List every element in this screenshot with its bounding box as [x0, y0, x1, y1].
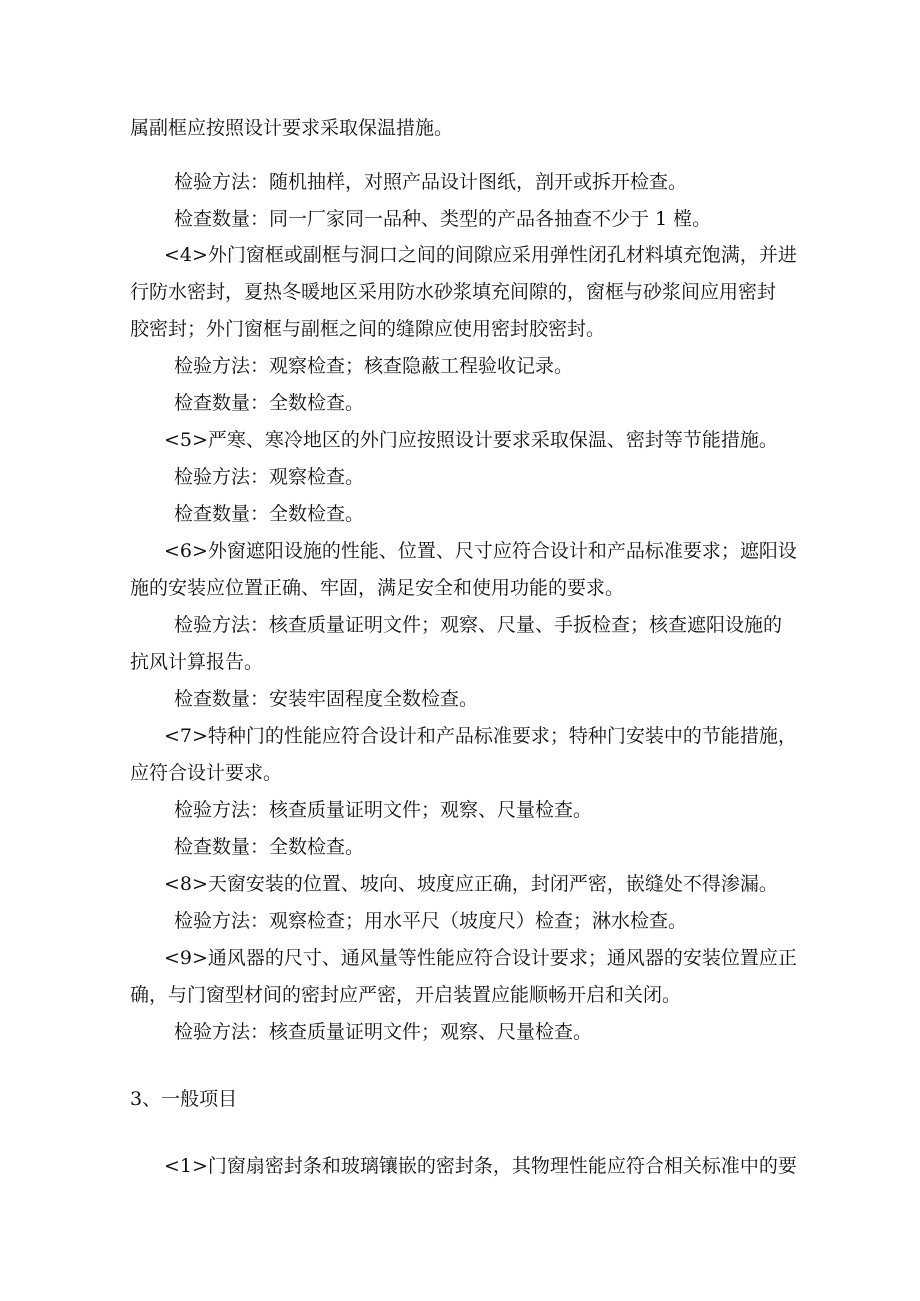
- inspection-quantity: 检查数量：同一厂家同一品种、类型的产品各抽查不少于 1 樘。: [174, 208, 712, 230]
- inspection-quantity: 检查数量：全数检查。: [174, 503, 365, 525]
- inspection-method: 检验方法：核查质量证明文件；观察、尺量、手扳检查；核查遮阳设施的: [174, 614, 783, 636]
- inspection-quantity: 检查数量：安装牢固程度全数检查。: [174, 688, 479, 710]
- paragraph-line: 应符合设计要求。: [130, 762, 283, 784]
- inspection-quantity: 检查数量：全数检查。: [174, 836, 365, 858]
- section-heading: 3、一般项目: [130, 1088, 238, 1110]
- inspection-method: 检验方法：观察检查；核查隐蔽工程验收记录。: [174, 355, 574, 377]
- clause-9: <9>通风器的尺寸、通风量等性能应符合设计要求；通风器的安装位置应正: [164, 947, 797, 969]
- paragraph-line: 抗风计算报告。: [130, 651, 264, 673]
- clause-5: <5>严寒、寒冷地区的外门应按照设计要求采取保温、密封等节能措施。: [164, 429, 778, 451]
- inspection-method: 检验方法：观察检查；用水平尺（坡度尺）检查；淋水检查。: [174, 910, 688, 932]
- clause-8: <8>天窗安装的位置、坡向、坡度应正确，封闭严密，嵌缝处不得渗漏。: [164, 873, 778, 895]
- inspection-quantity: 检查数量：全数检查。: [174, 392, 365, 414]
- paragraph-line: 胶密封；外门窗框与副框之间的缝隙应使用密封胶密封。: [130, 318, 606, 340]
- inspection-method: 检验方法：核查质量证明文件；观察、尺量检查。: [174, 799, 593, 821]
- paragraph-line: 行防水密封，夏热冬暖地区采用防水砂浆填充间隙的，窗框与砂浆间应用密封: [130, 281, 777, 303]
- paragraph-line: 施的安装应位置正确、牢固，满足安全和使用功能的要求。: [130, 577, 625, 599]
- clause-6: <6>外窗遮阳设施的性能、位置、尺寸应符合设计和产品标准要求；遮阳设: [164, 540, 797, 562]
- inspection-method: 检验方法：观察检查。: [174, 466, 365, 488]
- inspection-method: 检验方法：随机抽样，对照产品设计图纸，剖开或拆开检查。: [174, 171, 688, 193]
- inspection-method: 检验方法：核查质量证明文件；观察、尺量检查。: [174, 1021, 593, 1043]
- clause-4: <4>外门窗框或副框与洞口之间的间隙应采用弹性闭孔材料填充饱满，并进: [164, 244, 797, 266]
- clause-7: <7>特种门的性能应符合设计和产品标准要求；特种门安装中的节能措施，: [164, 725, 797, 747]
- paragraph-line: 属副框应按照设计要求采取保温措施。: [130, 117, 454, 139]
- paragraph-line: 确，与门窗型材间的密封应严密，开启装置应能顺畅开启和关闭。: [130, 984, 682, 1006]
- clause-1: <1>门窗扇密封条和玻璃镶嵌的密封条，其物理性能应符合相关标准中的要: [164, 1155, 797, 1177]
